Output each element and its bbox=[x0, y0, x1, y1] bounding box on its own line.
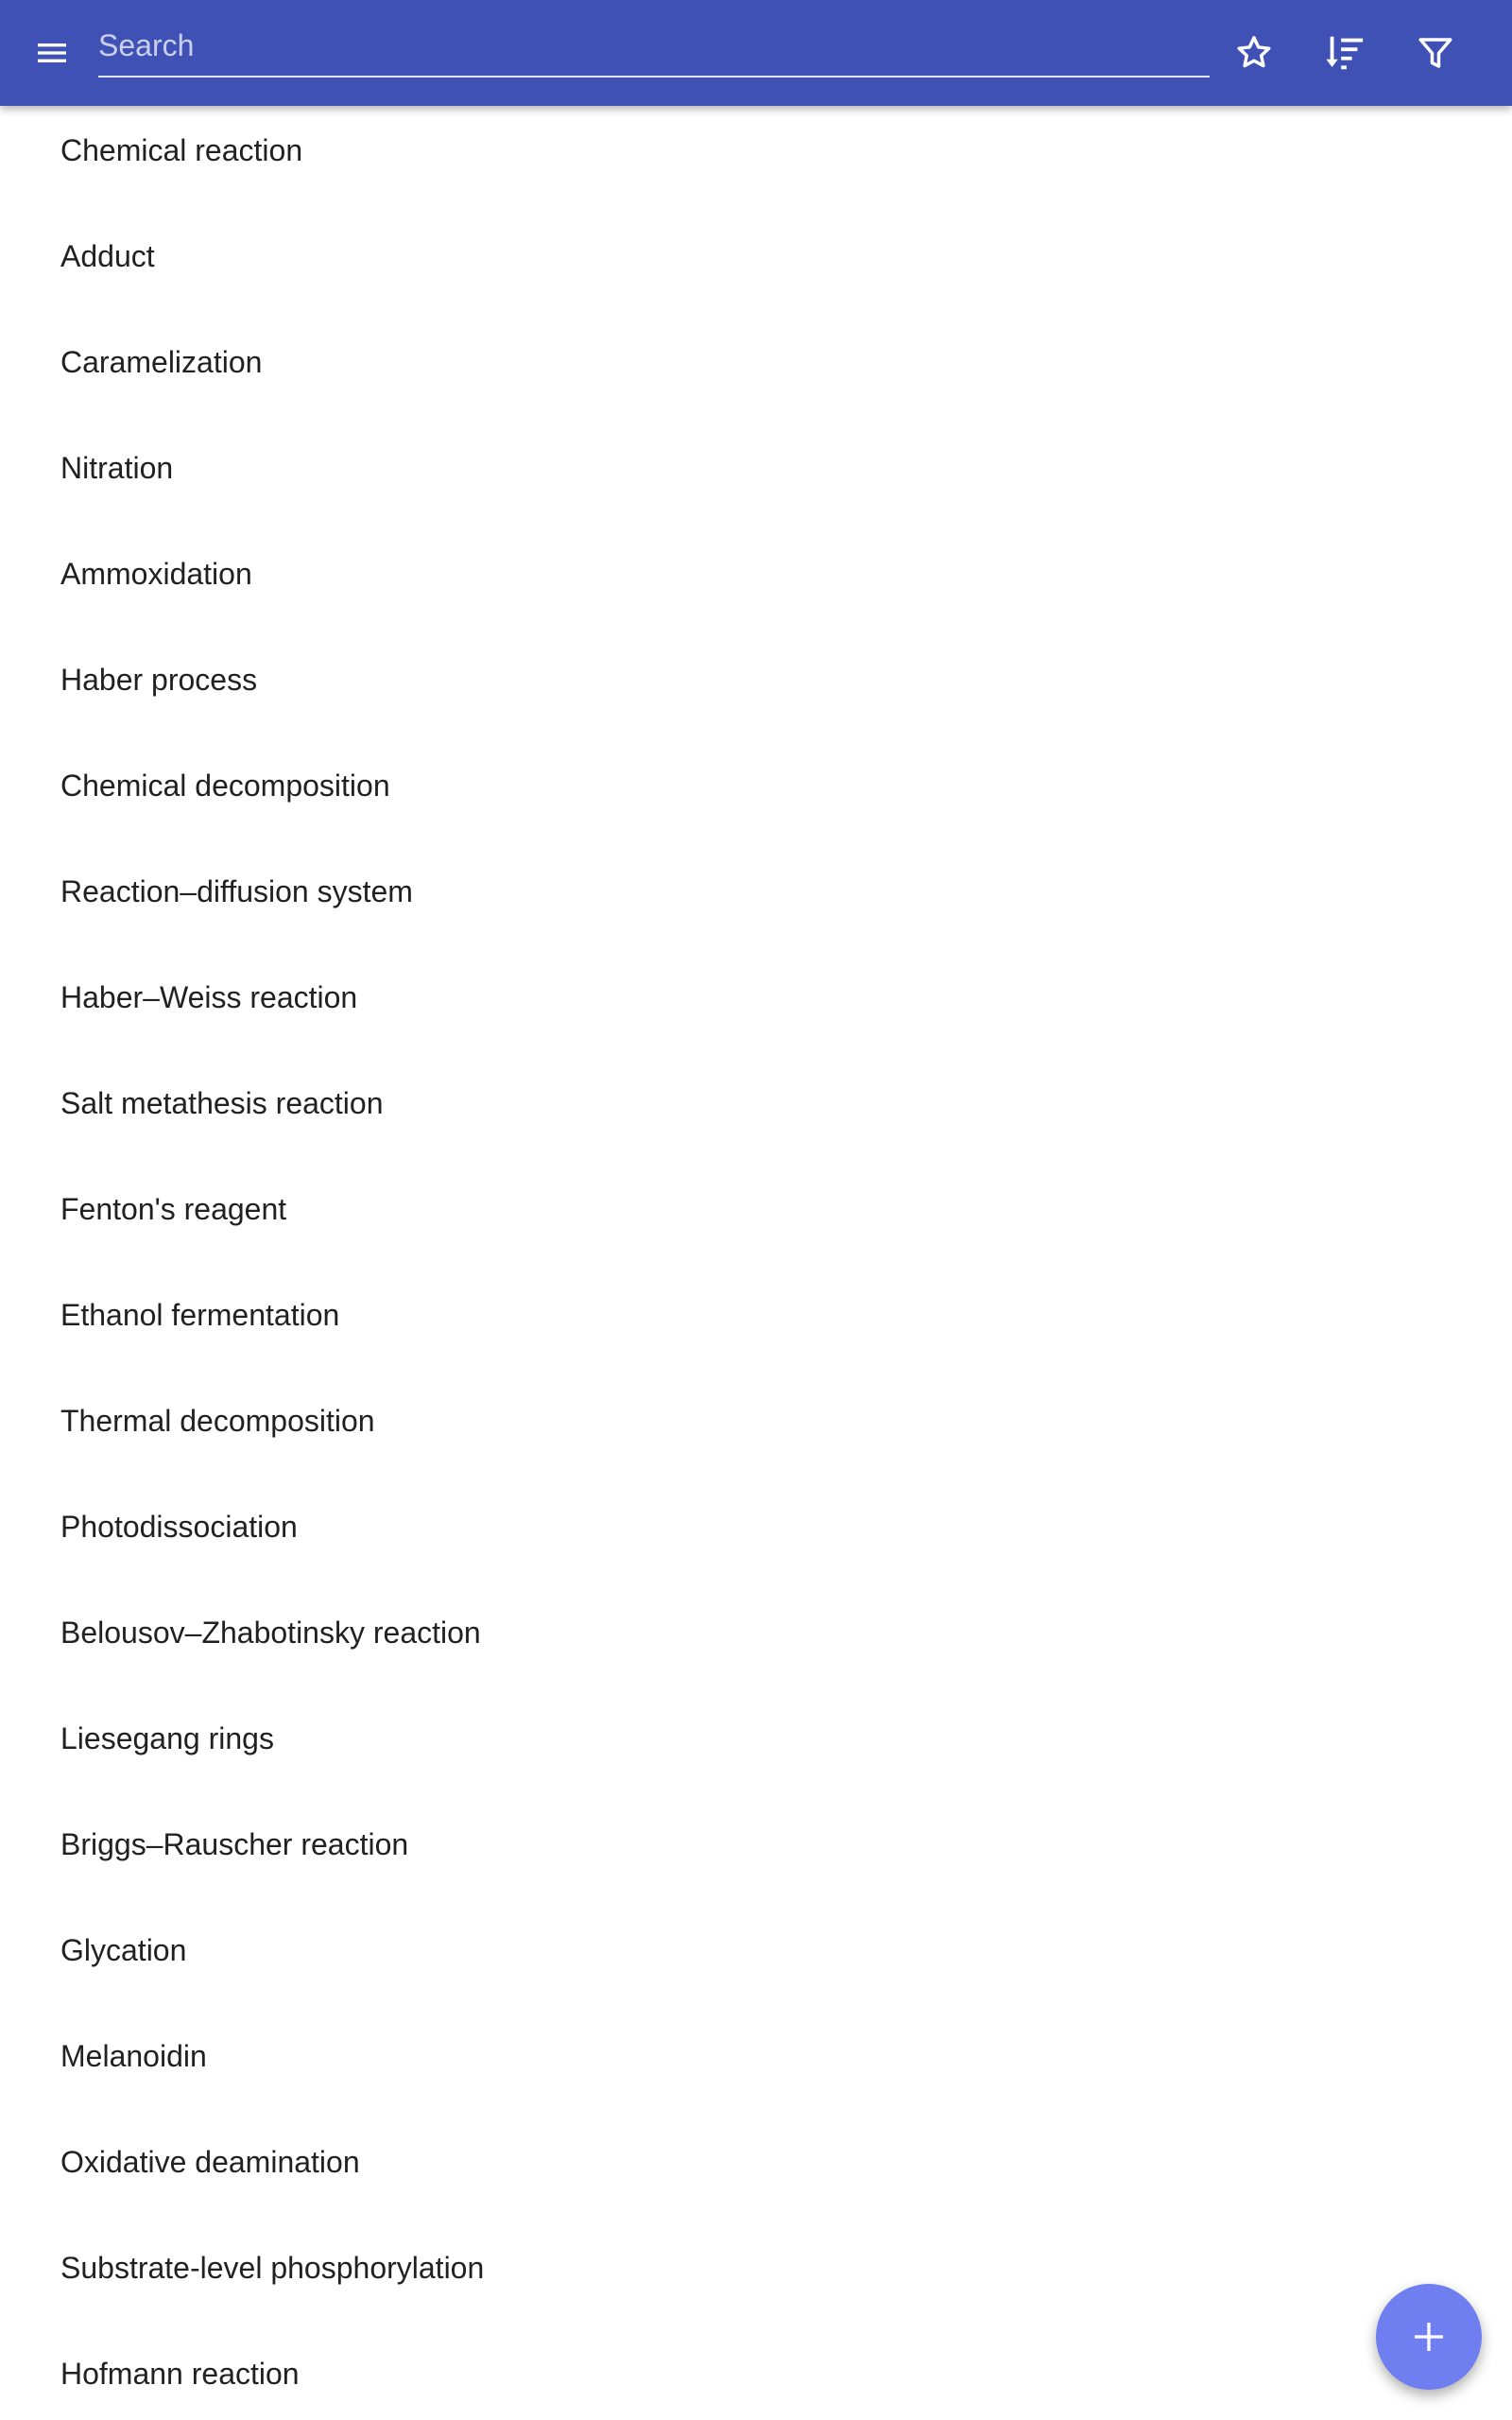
list-item[interactable]: Substrate-level phosphorylation bbox=[60, 2250, 485, 2285]
list-item[interactable]: Melanoidin bbox=[60, 2038, 207, 2073]
search-input[interactable] bbox=[98, 19, 1210, 72]
list-item[interactable]: Nitration bbox=[60, 450, 174, 485]
list-item[interactable]: Haber–Weiss reaction bbox=[60, 979, 358, 1014]
list-item[interactable]: Briggs–Rauscher reaction bbox=[60, 1826, 409, 1861]
list-item[interactable]: Chemical reaction bbox=[60, 132, 303, 167]
list-item[interactable]: Fenton's reagent bbox=[60, 1191, 287, 1226]
filter-icon bbox=[1416, 33, 1455, 73]
star-outline-icon bbox=[1233, 32, 1275, 74]
search-field bbox=[98, 19, 1210, 78]
list-item[interactable]: Salt metathesis reaction bbox=[60, 1085, 384, 1120]
list-item[interactable]: Oxidative deamination bbox=[60, 2144, 360, 2179]
sort-button[interactable] bbox=[1302, 10, 1387, 95]
sort-icon bbox=[1323, 31, 1366, 75]
list-item[interactable]: Thermal decomposition bbox=[60, 1403, 375, 1438]
list-item[interactable]: Reaction–diffusion system bbox=[60, 873, 413, 908]
list-item[interactable]: Haber process bbox=[60, 662, 258, 697]
top-app-bar bbox=[0, 0, 1512, 106]
list-item[interactable]: Liesegang rings bbox=[60, 1720, 274, 1755]
list-item[interactable]: Photodissociation bbox=[60, 1509, 298, 1544]
list-item[interactable]: Ethanol fermentation bbox=[60, 1297, 340, 1332]
add-button[interactable] bbox=[1376, 2284, 1482, 2390]
add-icon bbox=[1410, 2318, 1448, 2356]
favorites-button[interactable] bbox=[1211, 10, 1297, 95]
list-item[interactable]: Adduct bbox=[60, 238, 155, 273]
list-item[interactable]: Glycation bbox=[60, 1932, 187, 1967]
list-item[interactable]: Chemical decomposition bbox=[60, 768, 390, 803]
topic-list bbox=[0, 97, 1512, 2420]
list-item[interactable]: Caramelization bbox=[60, 344, 263, 379]
menu-icon bbox=[33, 34, 71, 72]
menu-button[interactable] bbox=[9, 10, 94, 95]
list-item[interactable]: Belousov–Zhabotinsky reaction bbox=[60, 1615, 481, 1650]
list-item[interactable]: Ammoxidation bbox=[60, 556, 252, 591]
list-item[interactable]: Hofmann reaction bbox=[60, 2356, 300, 2391]
filter-button[interactable] bbox=[1393, 10, 1478, 95]
